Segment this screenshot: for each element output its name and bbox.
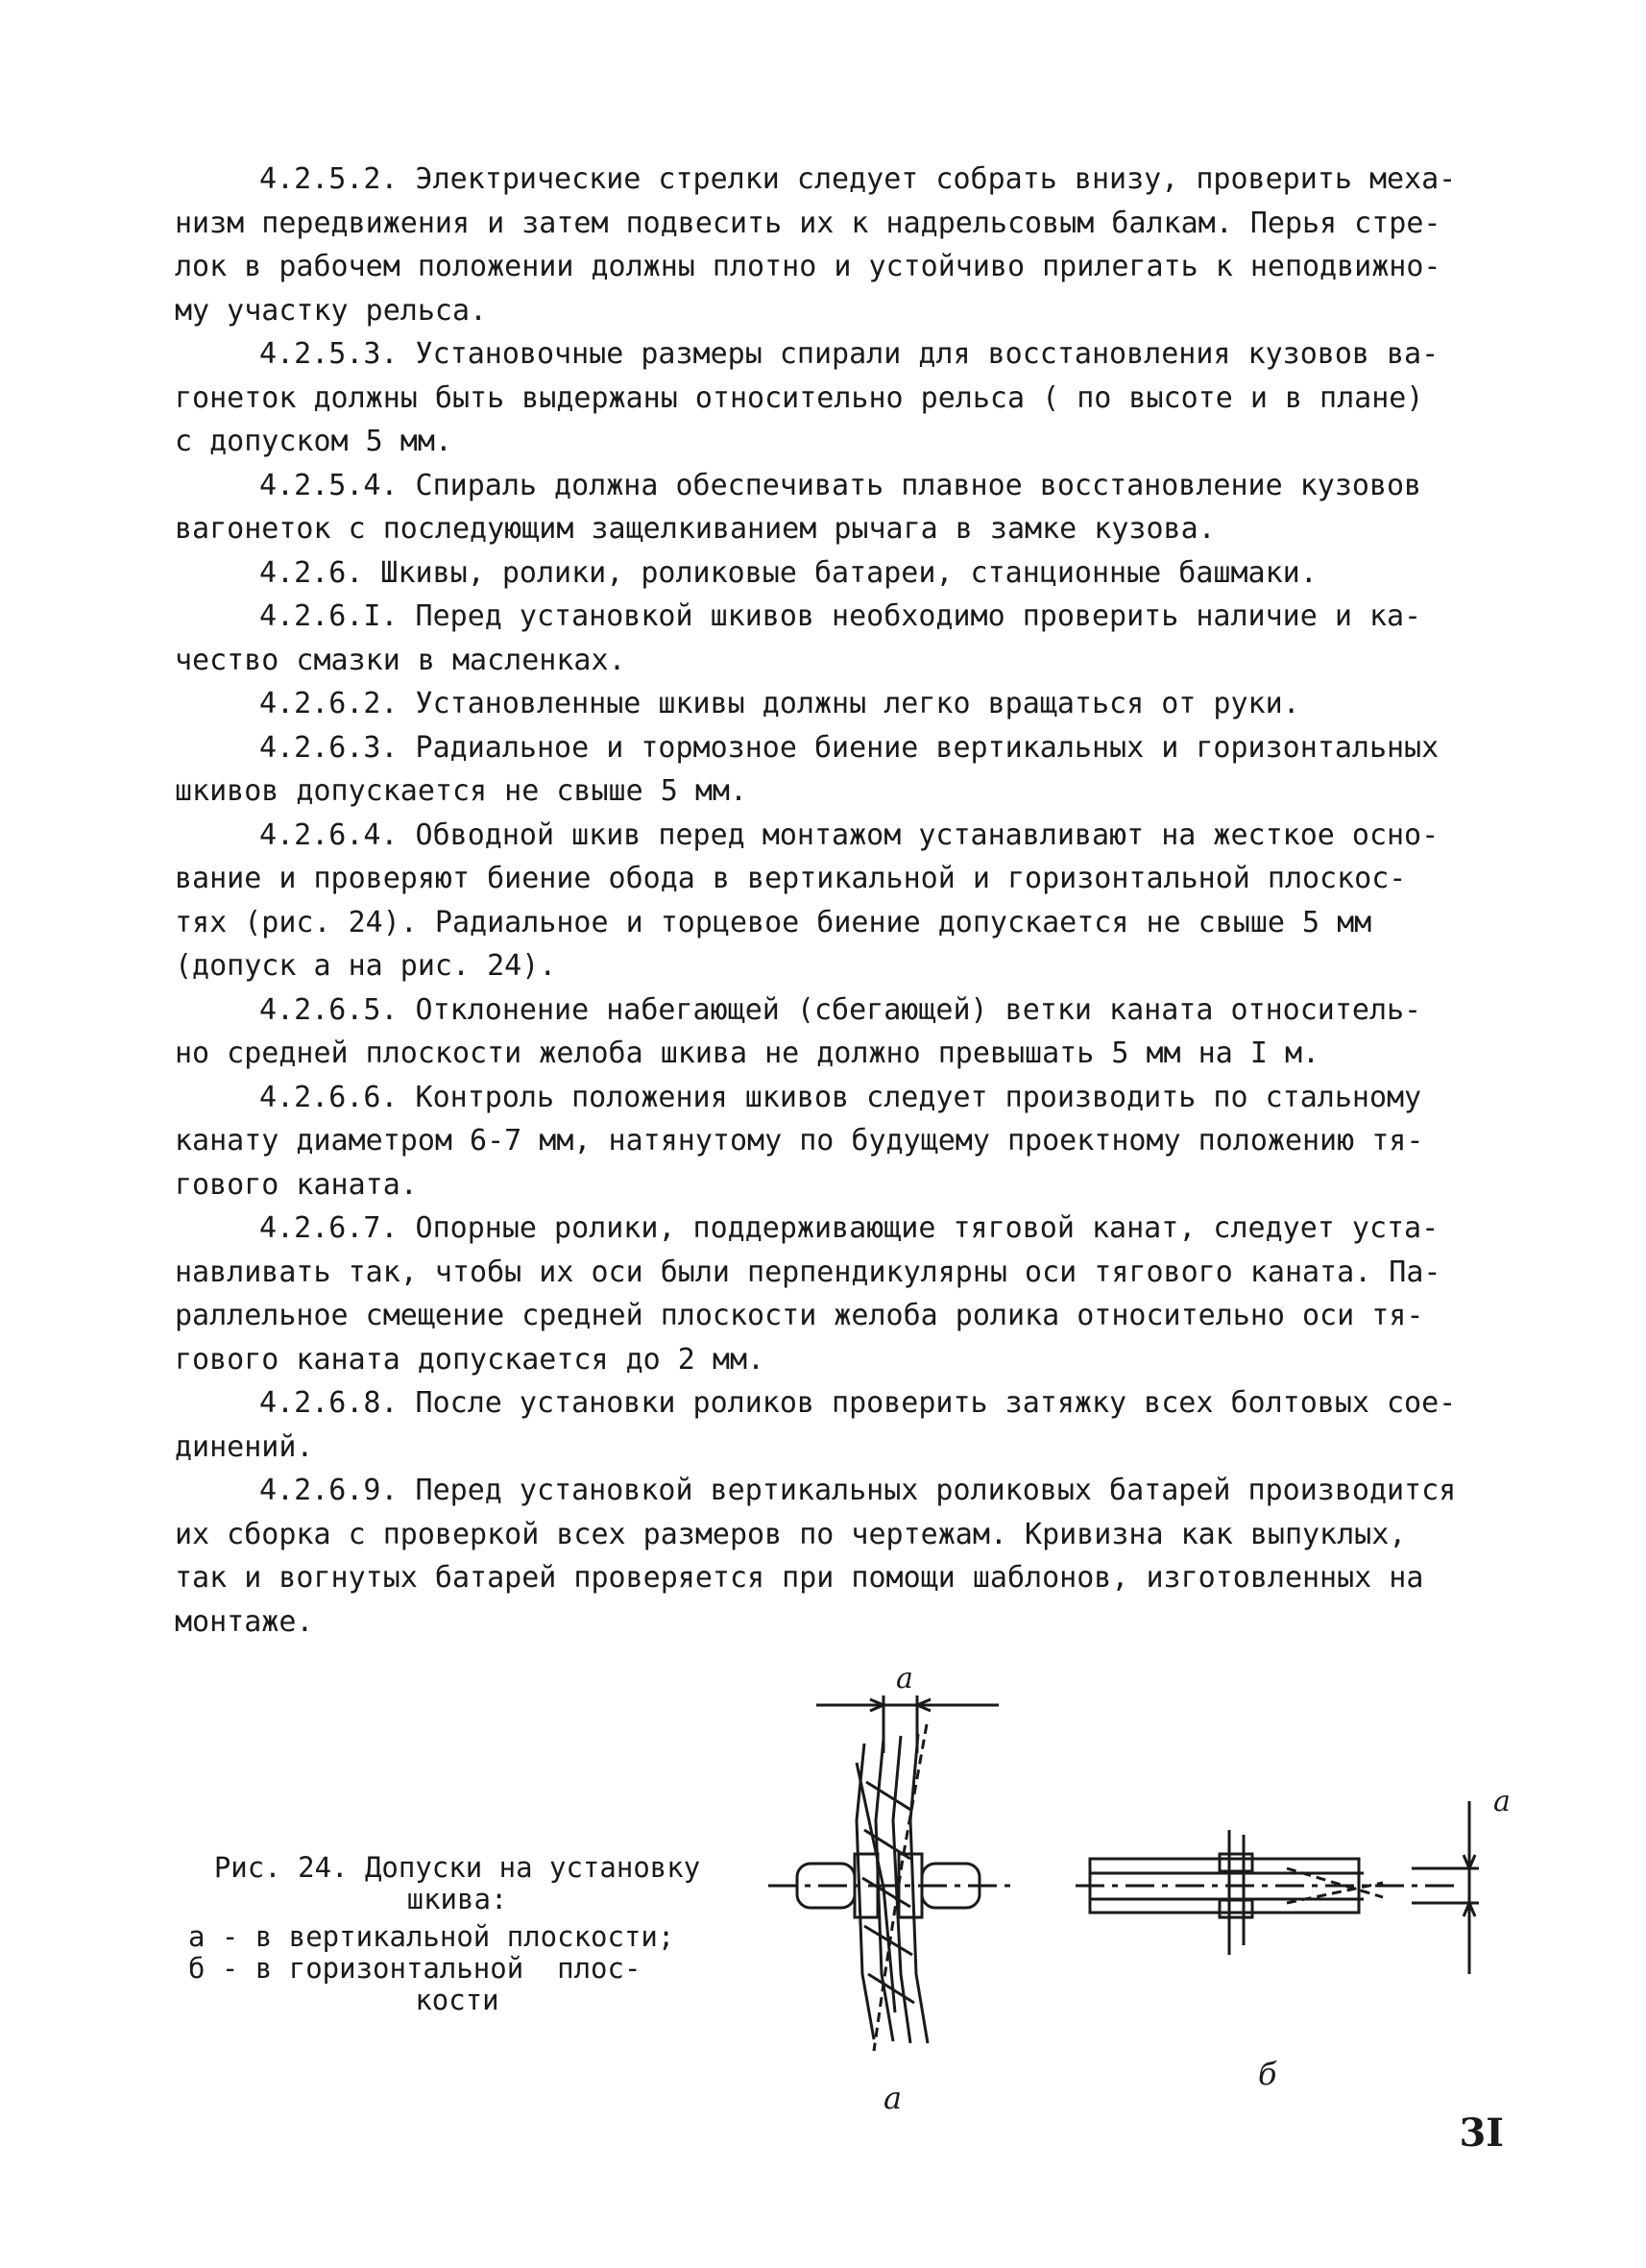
caption-title-cont: шкива: <box>406 1883 508 1915</box>
caption-list <box>188 1921 726 2016</box>
dimension-label-side: a <box>1493 1785 1511 1818</box>
view-label-b: б <box>1258 2056 1277 2092</box>
paragraph-4-2-6-3: 4.2.6.3. Радиальное и тормозное биение вертикальных и горизонтальных шкивов допускается не свыше 5 мм. <box>175 730 1440 808</box>
pulley-side-view-a <box>768 1695 1018 2051</box>
caption-item-a: а - в вертикальной плоскости; <box>188 1920 675 1953</box>
body-text <box>175 158 1510 1644</box>
view-label-a: а <box>884 2080 903 2116</box>
paragraph-4-2-6-9: 4.2.6.9. Перед установкой вертикальных роликовых батарей производится их сборка с проверкой всех размеров по чертежам. Кривизна как выпуклых, так и вогнутых батарей проверяется при помощи шаблонов, изготовленных на монтаже. <box>175 1474 1457 1639</box>
paragraph-4-2-6-8: 4.2.6.8. После установки роликов проверить затяжку всех болтовых сое- динений. <box>175 1386 1457 1464</box>
paragraph-4-2-5-3: 4.2.5.3. Установочные размеры спирали для восстановления кузовов ва- гонеток должны быть выдержаны относительно рельса ( по высоте и в плане) с допуском 5 мм. <box>175 337 1440 458</box>
pulley-diagram <box>749 1667 1537 2118</box>
figure-24-pulley-tolerances <box>749 1667 1537 2118</box>
pulley-top-view-b <box>1076 1801 1479 1974</box>
page-number: 3I <box>1459 2110 1504 2156</box>
paragraph-4-2-6-4: 4.2.6.4. Обводной шкив перед монтажом устанавливают на жесткое осно- вание и проверяют биение обода в вертикальной и горизонтальной плоскос- тях (рис. 24). Радиальное и торцевое биение допускается не свыше 5 мм (допуск а на рис. 24). <box>175 817 1440 983</box>
paragraph-4-2-6-6: 4.2.6.6. Контроль положения шкивов следует производить по стальному канату диаметром 6-7 мм, натянутому по будущему проектному положению тя- гового каната. <box>175 1080 1424 1202</box>
section-heading-4-2-6: 4.2.6. Шкивы, ролики, роликовые батареи, станционные башмаки. <box>259 555 1318 590</box>
caption-title: Рис. 24. Допуски на установку <box>213 1851 701 1884</box>
paragraph-4-2-5-4: 4.2.5.4. Спираль должна обеспечивать плавное восстановление кузовов вагонеток с последующим защелкиванием рычага в замке кузова. <box>175 468 1422 546</box>
figure-caption <box>188 1852 726 2016</box>
paragraph-4-2-6-1: 4.2.6.I. Перед установкой шкивов необходимо проверить наличие и ка- чество смазки в масленках. <box>175 599 1422 677</box>
caption-item-b-cont: кости <box>415 1984 499 2016</box>
paragraph-4-2-6-7: 4.2.6.7. Опорные ролики, поддерживающие тяговой канат, следует уста- навливать так, чтобы их оси были перпендикулярны оси тягового каната. Па- раллельное смещение средней плоскости желоба ролика относительно оси тя- гового каната допускается до 2 мм. <box>175 1211 1441 1377</box>
dimension-label-top: a <box>896 1667 913 1695</box>
paragraph-4-2-5-2: 4.2.5.2. Электрические стрелки следует собрать внизу, проверить меха- низм передвижения и затем подвесить их к надрельсовым балкам. Перья стре- лок в рабочем положении должны плотно и устойчиво прилегать к неподвижно- му участку рельса. <box>175 162 1457 328</box>
paragraph-4-2-6-5: 4.2.6.5. Отклонение набегающей (сбегающей) ветки каната относитель- но средней плоскости желоба шкива не должно превышать 5 мм на I м. <box>175 992 1422 1070</box>
paragraph-4-2-6-2: 4.2.6.2. Установленные шкивы должны легко вращаться от руки. <box>259 687 1300 720</box>
caption-item-b: б - в горизонтальной плос- <box>188 1952 641 1985</box>
